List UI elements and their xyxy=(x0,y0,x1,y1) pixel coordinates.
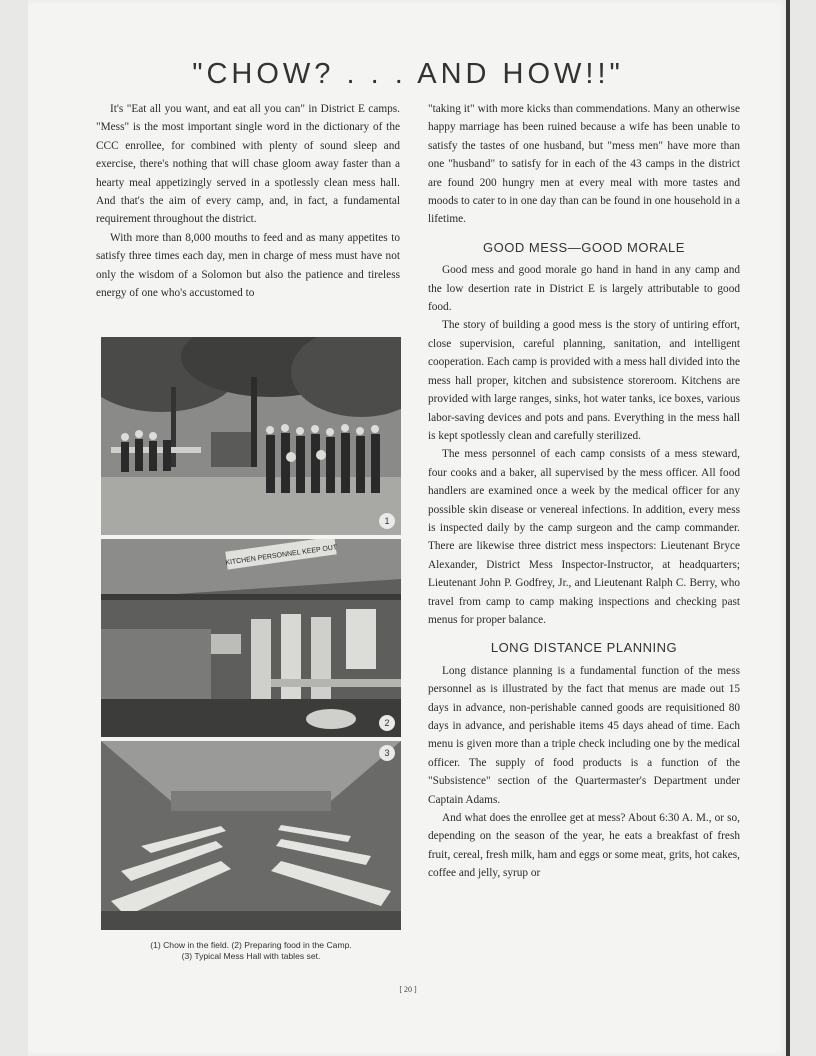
photo-preparing-food xyxy=(101,539,401,737)
section1-paragraph-3: The mess personnel of each camp consists of a mess steward, four cooks and a baker, all supervised by the mess officer. All food handlers are examined once a week by the medical officer for any possible skin disease or venereal infections. In addition, every mess is inspected daily by the camp surgeon and the camp commander. There are likewise three district mess inspectors: Lieutenant Bryce Alexander, District Mess Inspector-Instructor, at headquarters; Lieutenant John P. Godfrey, Jr., and Lieutenant Ralph C. Berry, who travel from camp to camp making inspections and checking past menus for proper balance. xyxy=(428,448,740,626)
left-column xyxy=(96,100,400,302)
photo-1-image xyxy=(101,337,401,535)
heading-good-mess-good-morale: GOOD MESS—GOOD MORALE xyxy=(483,239,685,255)
photo-mess-hall xyxy=(101,741,401,930)
photo-1-number: 1 xyxy=(379,513,395,529)
section2-paragraph-2: And what does the enrollee get at mess? About 6:30 A. M., or so, depending on the season of the year, he eats a breakfast of fresh fruit, cereal, fresh milk, ham and eggs or some meat, grits, hot cakes, coffee and jelly, syrup or xyxy=(428,812,740,880)
photo-chow-in-field xyxy=(101,337,401,535)
photo-3-number: 3 xyxy=(379,745,395,761)
left-paragraph-1: It's "Eat all you want, and eat all you can" in District E camps. "Mess" is the most important single word in the dictionary of the CCC enrollee, for combined with plenty of sound sleep and exercise, there's nothing that will chase gloom away faster than a hearty meal appetizingly served in a spotlessly clean mess hall. And that's the aim of every camp, and, in fact, a fundamental requirement throughout the district. xyxy=(96,103,400,226)
caption-line-2: (3) Typical Mess Hall with tables set. xyxy=(181,951,321,961)
photo-3-image xyxy=(101,741,401,930)
heading-long-distance-planning: LONG DISTANCE PLANNING xyxy=(490,640,678,656)
photo-caption xyxy=(96,940,406,962)
photo-2-image xyxy=(101,539,401,737)
kitchen-sign-text: KITCHEN PERSONNEL KEEP OUT xyxy=(225,544,338,567)
section1-paragraph-2: The story of building a good mess is the story of untiring effort, close supervision, careful planning, sanitation, and intelligent cooperation. Each camp is provided with a mess hall divided into the mess hall proper, kitchen and subsistence storeroom. Kitchens are provided with large ranges, sinks, hot water tanks, ice boxes, various labor-saving devices and pots and pans. Everything in the mess hall is kept spotlessly clean and carefully sterilized. xyxy=(428,319,740,442)
page-edge xyxy=(786,0,790,1056)
right-intro-paragraph: "taking it" with more kicks than commendations. Many an otherwise happy marriage has been ruined because a wife has been unable to satisfy the tastes of one husband, but "mess men" have more than one "husband" to satisfy for in each of the 43 camps in the district are found 200 hungry men at every meal with more tastes and moods to cater to in one day than can be found in one household in a lifetime. xyxy=(428,103,740,226)
page-number: [ 20 ] xyxy=(399,985,417,994)
page-title: "CHOW? . . . AND HOW!!" xyxy=(192,58,624,90)
photo-stack xyxy=(101,337,401,930)
caption-line-1: (1) Chow in the field. (2) Preparing food in the Camp. xyxy=(150,940,352,950)
section2-paragraph-1: Long distance planning is a fundamental function of the mess personnel as is illustrated by the fact that menus are made out 15 days in advance, non-perishable canned goods are requisitioned 80 days in advance, and perishable items 45 days ahead of time. Each menu is given more than a triple check including one by the medical officer. The supply of food products is a function of the "Subsistence" section of the Quartermaster's Department under Captain Adams. xyxy=(428,664,740,806)
left-paragraph-2: With more than 8,000 mouths to feed and as many appetites to satisfy three times each day, men in charge of mess must have not only the wisdom of a Solomon but also the patience and tireless energy of one who's accustomed to xyxy=(96,231,400,300)
right-column xyxy=(428,100,740,883)
section1-paragraph-1: Good mess and good morale go hand in hand in any camp and the low desertion rate in District E is largely attributable to good food. xyxy=(428,264,740,314)
photo-2-number: 2 xyxy=(379,715,395,731)
